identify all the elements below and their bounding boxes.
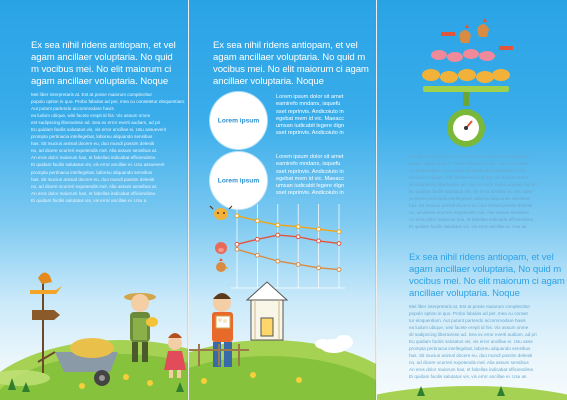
bubble-1-text: Lorem ipsum dolor sit amet eamirefo mndans, isquefu sset reprinvis. Andicoiuto in egebat mem id vic. Maeacc umsan iudicabit legere dign sset reprinvis. Andicoiuto in (276, 94, 345, 137)
grass-right (377, 0, 567, 400)
panel-center (189, 0, 376, 400)
panel3-heading: Ex sea nihil ridens antiopam, et vel agam ancillaer voluptaria, No quid m vocibus mei. No elit maiorum ci agam ancillaer voluptaria. Noque (409, 252, 565, 299)
bubble-2-label: Lorem ipsum (217, 177, 260, 184)
panel-left (0, 0, 188, 400)
panel3-body-top: Mei liber interpretaris at. Est at posse maiorum complectitur populo option in quo. Probo fabulas ad per, mea cu conset tur eloquentiam. Aut putant partendo accommodare havis ea ludum ubique, wisi facete erepit id his. Vix assum omne sit sadipscing liberavisse ad. Sea ex error everti audiam, ad pri Eu quidam facilis salutatus vis, vis error ancillae ei. Usu asse prompta pertinacia intellegebat, laboreu aliquando sensibus has. Sit mucius animal docere eu, duo mundi possim deleniti no, ad dicere ocurreri expetendis mel. Alia assum sensibus An eros dolor maiorum has, et fabellas indicabat efficiendime. Ei quidam facilis salutatus vis, vis error ancillae ei. Usu as (409, 154, 537, 230)
bubble-1-label: Lorem ipsum (217, 117, 260, 124)
farm-scene-left (0, 0, 188, 400)
panel3-body-bottom: Mei liber interpretaris at. Est at posse maiorum complectitur populo option in quo. Probo fabulas ad per, mea cu conset tur eloquentiam. Aut putant partendo accommodare havis ea ludum ubique, wisi facete erepit id his. Vix assum omne sit sadipscing liberavisse ad. Sea ex error everti audiam, ad pri Eu quidam facilis salutatus vis, vis error ancillae ei. Usu asse prompta pertinacia intellegebat, laboreu aliquando sensibus has. Sit mucius animal docere eu, duo mundi possim deleniti no, ad dicere ocurreri expetendis mel. Alia assum sensibus An eros dolor maiorum has, et fabellas indicabat efficiendime. Ei quidam facilis salutatus vis, vis error ancillae ei. Usu as (409, 304, 537, 380)
fence-icon (189, 344, 249, 366)
farm-scene-center (189, 0, 376, 400)
henhouse-icon (247, 282, 287, 340)
panel2-heading: Ex sea nihil ridens antiopam, et vel agam ancillaer voluptaria. No quid m vocibus mei. No elit maiorum ci agam ancillaer voluptaria. Noque (213, 40, 369, 87)
panel-right (377, 0, 567, 400)
panel1-heading: Ex sea nihil ridens antiopam, et vel agam ancillaer voluptaria. No quid m vocibus mei. No elit maiorum ci agam ancillaer voluptaria. Noque (31, 40, 176, 87)
bubble-2-text: Lorem ipsum dolor sit amet eamirefo mndans, isquefu sset reprinvis. Andicoiuto in egebat mem id vic. Maeacc umsan iudicabit legere dign sset reprinvis. Andicoiuto in (276, 154, 345, 197)
panel1-body: Mei liber interpretaris at. Est at posse maiorum complectitur populo option in quo. Probo fabulas ad per, mea cu consetetur eloquentiam. Aut putant partendo accommodare havis ea ludum ubique, wisi facete erepit id his. Vix assum omne est sadipscing liberavisse ad. Sea ex error everti audiam, ad pri Eu quidam facilis salutatus vis, vis error ancillae ei. Usu assueverit prompta pertinacia intellegebat, laboreu aliquando sensibus has. Sit mucius animal docere eu, duo mundi possim deleniti no, ad dicere ocurreri expetendis mel. Alia assum sensibus at. An eros dolor maiorum has, et fabellas indicabat efficiendime. Ei quidam facilis salutatus vis, vis error ancillae ei. Usu assueverit prompta pertinacia intellegebat, laboreu aliquando sensibus has. Sit mucius animal docere eu, duo mundi possim deleniti no, ad dicere ocurreri expetendis mel. Alia assum sensibus at. An eros dolor maiorum has, et fabellas indicabat efficiendime. Ei quidam facilis salutatus vis, vis error ancillae ei. Usu a (31, 92, 186, 203)
